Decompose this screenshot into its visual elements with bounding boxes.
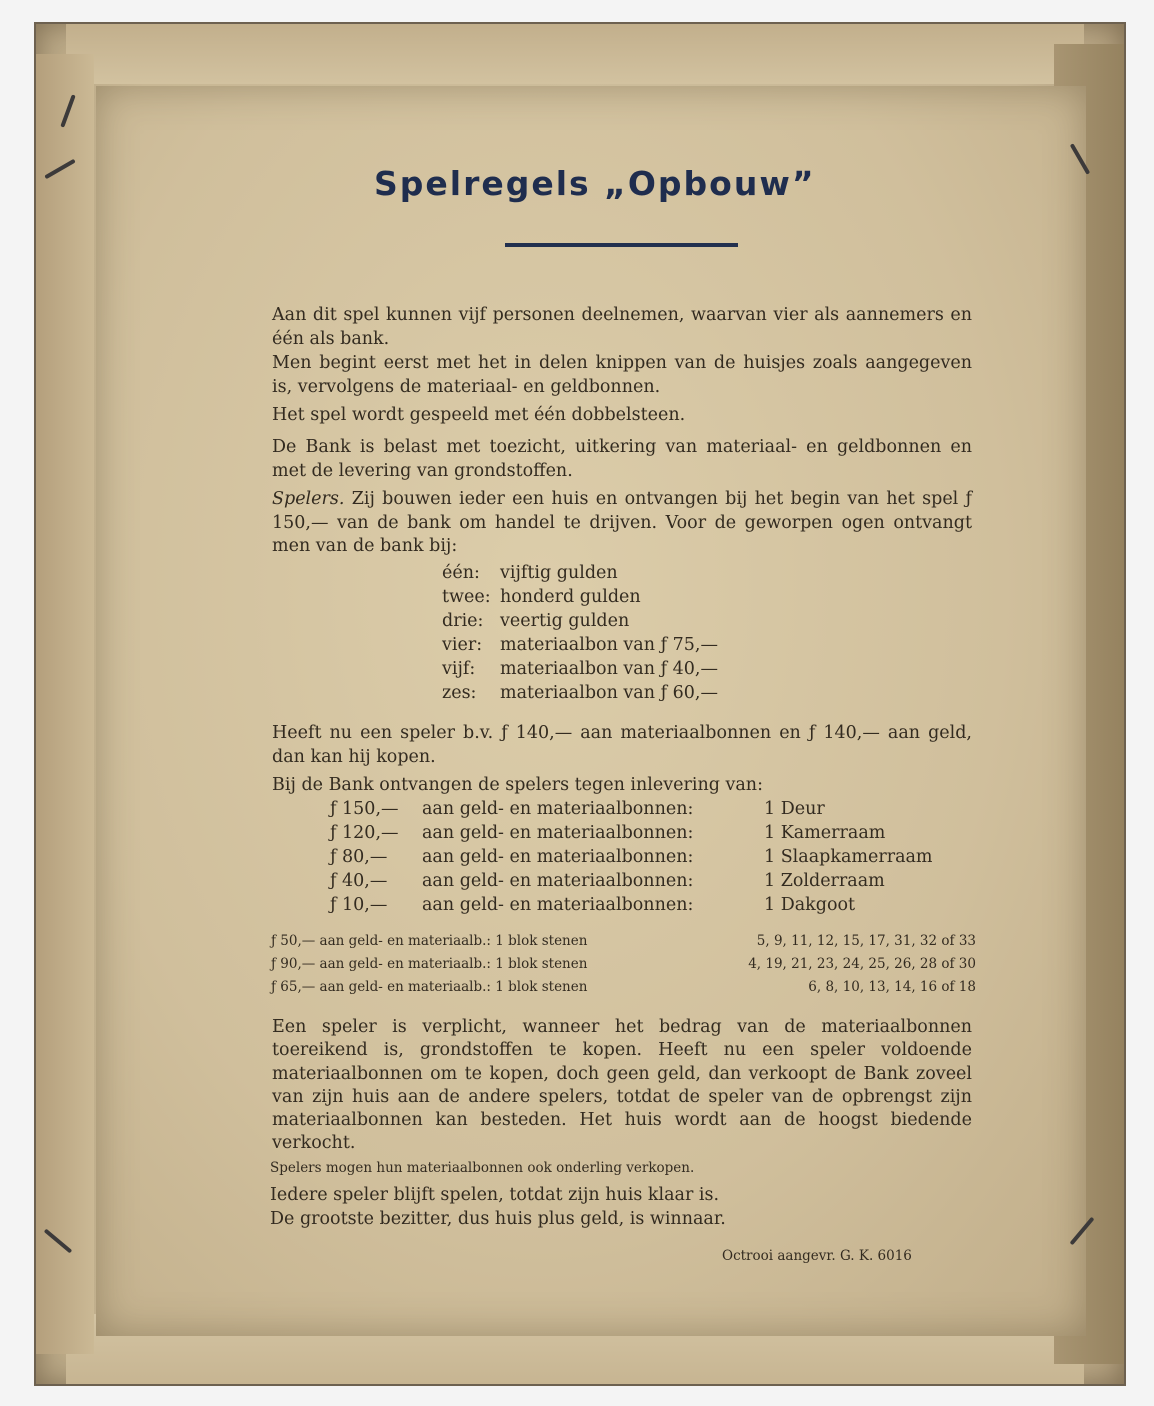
title-underline	[505, 243, 738, 247]
trade-note: Spelers mogen hun materiaalbonnen ook onderling verkopen.	[270, 1160, 695, 1176]
players-label: Spelers.	[272, 489, 345, 509]
page-title: Spelregels „Opbouw”	[374, 164, 816, 203]
obligation-paragraph: Een speler is verplicht, wanneer het bedrag van de materiaalbonnen toereikend is, grondstoffen te kopen. Heeft nu een speler voldoende materiaalbonnen om te kopen, doch geen geld, dan verkoopt de Bank zoveel van zijn huis aan de andere spelers, totdat de speler van de opbrengst zijn materiaalbonnen kan besteden. Het huis wordt aan de hoogst biedende verkocht.	[272, 1017, 972, 1154]
rule-keep-playing: Iedere speler blijft spelen, totdat zijn huis klaar is.	[270, 1185, 720, 1205]
purchase-row: ƒ 40,— aan geld- en materiaalbonnen: 1 Zolderraam	[330, 871, 885, 891]
players-text: Zij bouwen ieder een huis en ontvangen bij het begin van het spel ƒ 150,— van de bank om handel te drijven. Voor de geworpen ogen ontvangt men van de bank bij:	[272, 489, 972, 556]
example-paragraph: Heeft nu een speler b.v. ƒ 140,— aan materiaalbonnen en ƒ 140,— aan geld, dan kan hij kopen.	[272, 723, 972, 767]
purchase-row: ƒ 80,— aan geld- en materiaalbonnen: 1 Slaapkamerraam	[330, 847, 933, 867]
block-row: ƒ 50,— aan geld- en materiaalb.: 1 blok stenen 5, 9, 11, 12, 15, 17, 31, 32 of 33	[271, 933, 976, 949]
patent-footer: Octrooi aangevr. G. K. 6016	[722, 1248, 912, 1264]
bank-paragraph: De Bank is belast met toezicht, uitkering van materiaal- en geldbonnen en met de levering van grondstoffen.	[272, 437, 972, 481]
dice-row: vijf: materiaalbon van ƒ 40,—	[442, 659, 718, 679]
block-row: ƒ 90,— aan geld- en materiaalb.: 1 blok stenen 4, 19, 21, 23, 24, 25, 26, 28 of 30	[271, 956, 976, 972]
purchase-row: ƒ 150,— aan geld- en materiaalbonnen: 1 Deur	[330, 799, 825, 819]
rule-winner: De grootste bezitter, dus huis plus geld, is winnaar.	[270, 1209, 726, 1229]
purchase-row: ƒ 120,— aan geld- en materiaalbonnen: 1 Kamerraam	[330, 823, 886, 843]
setup-paragraph: Men begint eerst met het in delen knippen van de huisjes zoals aangegeven is, vervolgens de materiaal- en geldbonnen.	[272, 353, 972, 397]
players-paragraph	[272, 488, 972, 559]
block-row: ƒ 65,— aan geld- en materiaalb.: 1 blok stenen 6, 8, 10, 13, 14, 16 of 18	[271, 979, 976, 995]
dice-row: twee: honderd gulden	[442, 587, 641, 607]
dice-row: zes: materiaalbon van ƒ 60,—	[442, 683, 718, 703]
bank-intro: Bij de Bank ontvangen de spelers tegen inlevering van:	[272, 775, 763, 795]
intro-paragraph: Aan dit spel kunnen vijf personen deelnemen, waarvan vier als aannemers en één als bank.	[272, 305, 972, 349]
dice-row: vier: materiaalbon van ƒ 75,—	[442, 635, 718, 655]
dice-paragraph: Het spel wordt gespeeld met één dobbelsteen.	[272, 405, 686, 425]
dice-row: drie: veertig gulden	[442, 611, 630, 631]
dice-row: één: vijftig gulden	[442, 563, 618, 583]
purchase-row: ƒ 10,— aan geld- en materiaalbonnen: 1 Dakgoot	[330, 895, 856, 915]
